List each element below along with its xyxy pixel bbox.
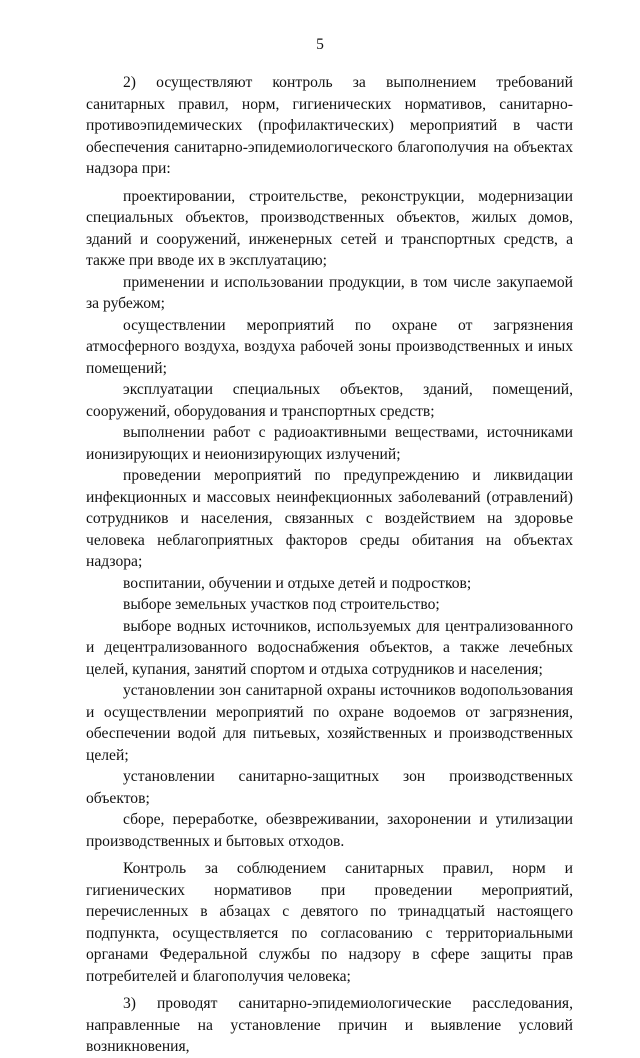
paragraph-diseases: проведении мероприятий по предупреждению и ликвидации инфекционных и массовых неинфекционных заболеваний (отравлений) сотрудников и населения, связанных с воздействием на здоровье человека неблагоприятных факторов среды обитания на объектах надзора; [86, 467, 573, 570]
paragraph-radioactive: выполнении работ с радиоактивными веществами, источниками ионизирующих и неионизирующих излучений; [86, 424, 573, 463]
paragraph-control-intro: 2) осуществляют контроль за выполнением требований санитарных правил, норм, гигиенических нормативов, санитарно-противоэпидемических (профилактических) мероприятий в части обеспечения санитарно-эпидемиологического благополучия на объектах надзора при: [86, 74, 573, 177]
paragraph-sanitary-zones: установлении зон санитарной охраны источников водопользования и осуществлении мероприятий по охране водоемов от загрязнения, обеспечении водой для питьевых, хозяйственных и производственных целей; [86, 682, 573, 764]
paragraph-design: проектировании, строительстве, реконструкции, модернизации специальных объектов, производственных объектов, жилых домов, зданий и сооружений, инженерных сетей и транспортных средств, а также при вводе их в эксплуатацию; [86, 187, 573, 269]
paragraph-coordination: Контроль за соблюдением санитарных правил, норм и гигиенических нормативов при проведении мероприятий, перечисленных в абзацах с девятого по тринадцатый настоящего подпункта, осуществляется по согласованию с территориальными органами Федеральной службы по надзору в сфере защиты прав потребителей и благополучия человека; [86, 860, 573, 985]
paragraph-children: воспитании, обучении и отдыхе детей и подростков; [123, 574, 472, 592]
paragraph-products: применении и использовании продукции, в том числе закупаемой за рубежом; [86, 273, 573, 312]
paragraph-operation: эксплуатации специальных объектов, зданий, помещений, сооружений, оборудования и транспортных средств; [86, 381, 573, 420]
paragraph-protection-zones: установлении санитарно-защитных зон производственных объектов; [86, 768, 573, 807]
paragraph-water-sources: выборе водных источников, используемых для централизованного и децентрализованного водоснабжения объектов, а также лечебных целей, купания, занятий спортом и отдыха сотрудников и населения; [86, 617, 573, 678]
paragraph-waste: сборе, переработке, обезвреживании, захоронении и утилизации производственных и бытовых отходов. [86, 811, 573, 850]
page-number: 5 [316, 36, 324, 53]
paragraph-air-protection: осуществлении мероприятий по охране от загрязнения атмосферного воздуха, воздуха рабочей зоны производственных и иных помещений; [86, 316, 573, 377]
paragraph-investigations: 3) проводят санитарно-эпидемиологические расследования, направленные на установление причин и выявление условий возникновения, [86, 995, 573, 1055]
paragraph-land: выборе земельных участков под строительство; [123, 596, 440, 613]
document-body [86, 72, 573, 1058]
